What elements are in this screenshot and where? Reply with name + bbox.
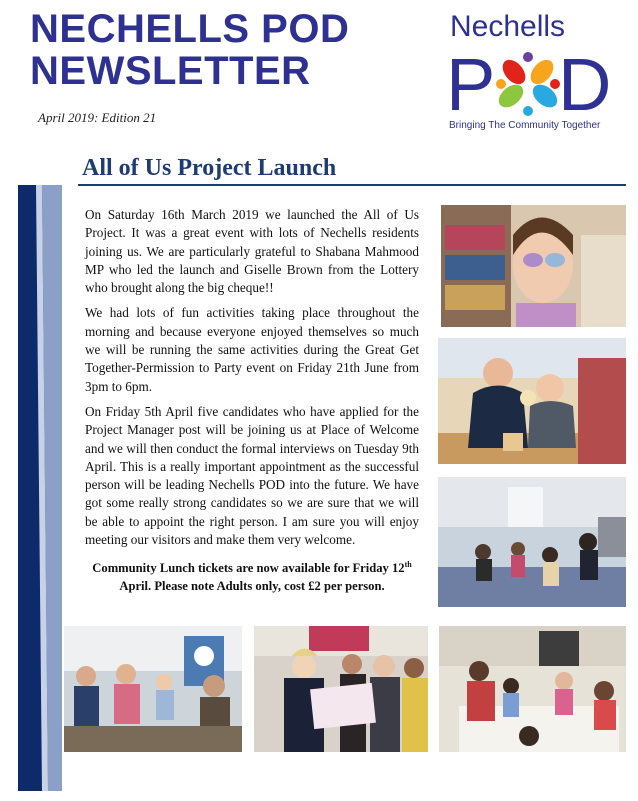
paragraph-1: On Saturday 16th March 2019 we launched the All of Us Project. It was a great event with lots of Nechells residents joining us. We are particularly grateful to Shabana Mahmood MP who led the launch and Giselle Brown from the Lottery who brought along the big cheque!! <box>85 207 419 296</box>
article-body <box>85 206 419 595</box>
photo-group-activity-hall <box>438 477 626 607</box>
nechells-pod-logo <box>440 10 620 135</box>
article-title: All of Us Project Launch <box>82 155 337 181</box>
decorative-side-bar <box>18 185 62 791</box>
edition-label: April 2019: Edition 21 <box>38 110 157 125</box>
paragraph-2: We had lots of fun activities taking place throughout the morning and because everyone enjoyed themselves so much we will be running the same activities during the Great Get Together-Permission to Party event on Friday 21th June from 3pm to 6pm. <box>85 305 419 394</box>
photo-children-crafts-table <box>439 626 626 752</box>
logo-tagline: Bringing The Community Together <box>449 120 601 131</box>
photo-adults-sitting <box>64 626 242 752</box>
newsletter-title <box>30 8 349 92</box>
logo-letter-d: D <box>558 46 612 118</box>
title-line-1: NECHELLS POD <box>30 7 350 51</box>
photo-big-cheque <box>254 626 428 752</box>
pod-logo-mark <box>446 46 616 118</box>
lunch-notice: Community Lunch tickets are now available for Friday 12th April. Please note Adults only, cost £2 per person. <box>92 560 412 593</box>
people-ring-icon <box>494 52 561 116</box>
photo-face-painted-girl <box>441 205 626 327</box>
logo-letter-p: P <box>446 46 496 118</box>
logo-name: Nechells <box>450 10 566 43</box>
title-line-2: NEWSLETTER <box>30 49 311 93</box>
title-underline <box>78 184 626 186</box>
photo-boys-playing-blocks <box>438 338 626 464</box>
paragraph-3: On Friday 5th April five candidates who have applied for the Project Manager post will be joining us at Place of Welcome and we will then conduct the formal interviews on Tuesday 9th April. This is a really important appointment as the successful person will be leading Nechells POD into the future. We have got some really strong candidates so we are sure that we will be able to appoint the right person. I am sure you will enjoy meeting our visitors and make them very welcome. <box>85 403 419 548</box>
